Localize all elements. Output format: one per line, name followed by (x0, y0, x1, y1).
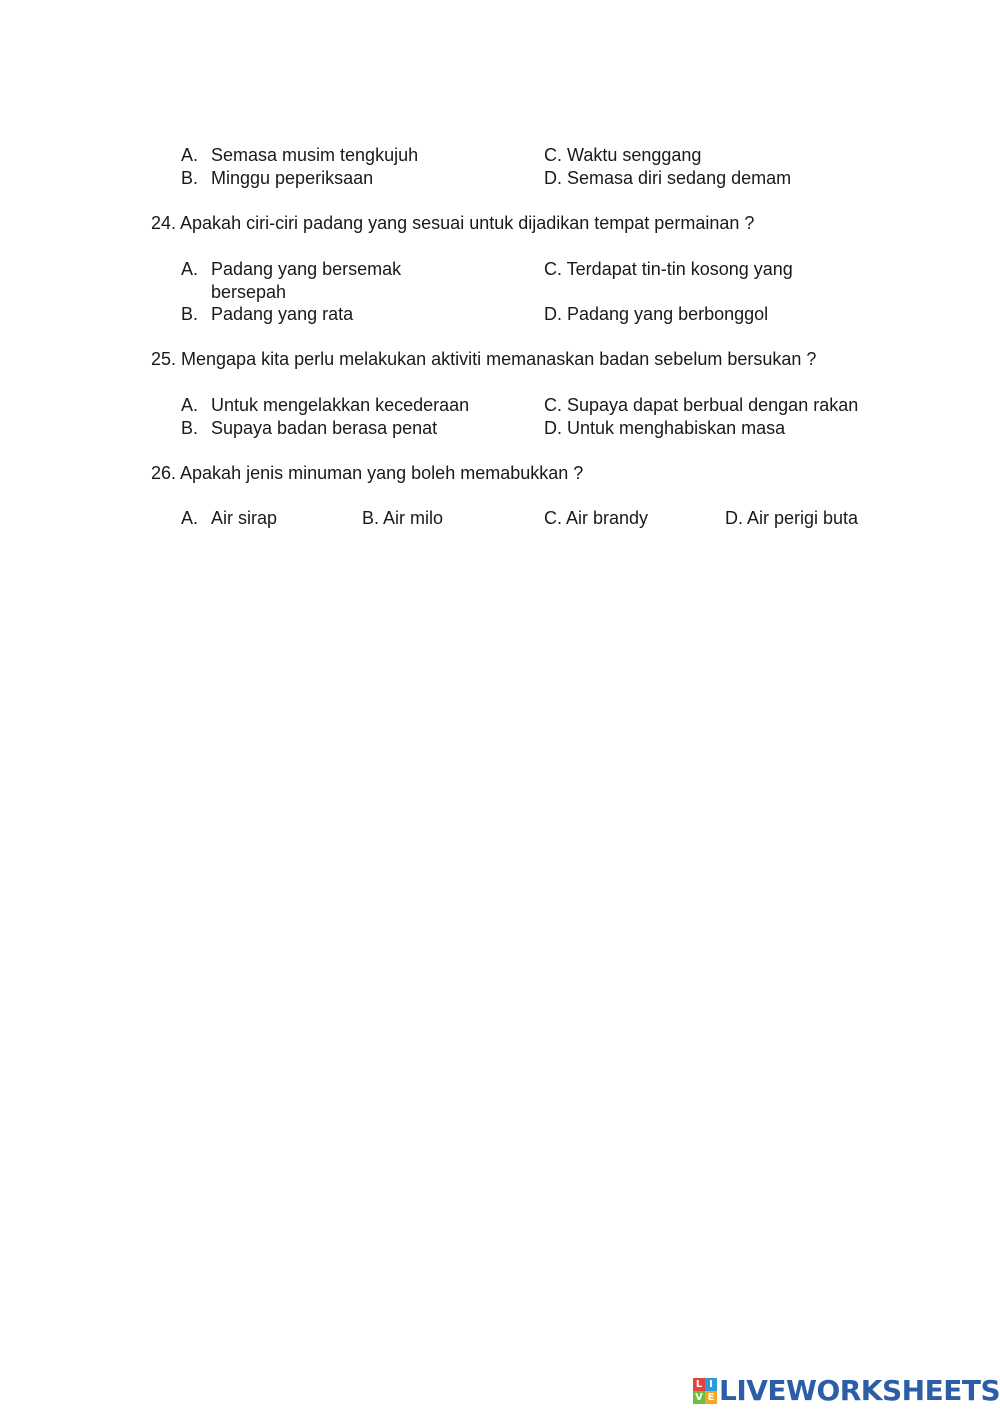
badge-letter: V (693, 1391, 705, 1404)
q23-option-b[interactable] (181, 167, 373, 189)
badge-letter: I (705, 1378, 717, 1391)
q23-option-a[interactable] (181, 144, 418, 166)
live-badge-icon (693, 1378, 717, 1404)
option-letter: A. (181, 259, 199, 279)
q26-option-d[interactable]: D. Air perigi buta (725, 508, 859, 528)
q23-option-c[interactable]: C. Waktu senggang (544, 145, 702, 165)
q26-option-b[interactable]: B. Air milo (362, 508, 444, 528)
q23-option-d[interactable]: D. Semasa diri sedang demam (544, 168, 792, 188)
option-text: Air sirap (211, 508, 278, 528)
option-letter: A. (181, 395, 199, 415)
option-letter: B. (181, 304, 199, 324)
q24-option-c[interactable]: C. Terdapat tin-tin kosong yang (544, 259, 793, 279)
badge-letter: E (705, 1391, 717, 1404)
q24-option-a[interactable] (181, 258, 401, 280)
option-text: Padang yang rata (211, 304, 354, 324)
badge-letter: L (693, 1378, 705, 1391)
q25-option-a[interactable] (181, 394, 469, 416)
option-letter: B. (181, 168, 199, 188)
option-text: Padang yang bersemak (211, 259, 402, 279)
q26-option-a[interactable] (181, 507, 277, 529)
option-text: Supaya badan berasa penat (211, 418, 438, 438)
q24-option-d[interactable]: D. Padang yang berbonggol (544, 304, 769, 324)
q24-option-a-continuation: bersepah (211, 282, 287, 302)
option-letter: A. (181, 145, 199, 165)
liveworksheets-logo (693, 1374, 1000, 1408)
option-letter: A. (181, 508, 199, 528)
q25-question: 25. Mengapa kita perlu melakukan aktiviti memanaskan badan sebelum bersukan ? (151, 349, 817, 369)
q26-question: 26. Apakah jenis minuman yang boleh memabukkan ? (151, 463, 584, 483)
q25-option-c[interactable]: C. Supaya dapat berbual dengan rakan (544, 395, 859, 415)
brand-text: LIVEWORKSHEETS (719, 1374, 1000, 1407)
q25-option-b[interactable] (181, 417, 437, 439)
q26-option-c[interactable]: C. Air brandy (544, 508, 649, 528)
q24-option-b[interactable] (181, 303, 353, 325)
option-text: Untuk mengelakkan kecederaan (211, 395, 470, 415)
q24-question: 24. Apakah ciri-ciri padang yang sesuai untuk dijadikan tempat permainan ? (151, 213, 755, 233)
option-letter: B. (181, 418, 199, 438)
option-text: Semasa musim tengkujuh (211, 145, 419, 165)
option-text: Minggu peperiksaan (211, 168, 374, 188)
q25-option-d[interactable]: D. Untuk menghabiskan masa (544, 418, 786, 438)
